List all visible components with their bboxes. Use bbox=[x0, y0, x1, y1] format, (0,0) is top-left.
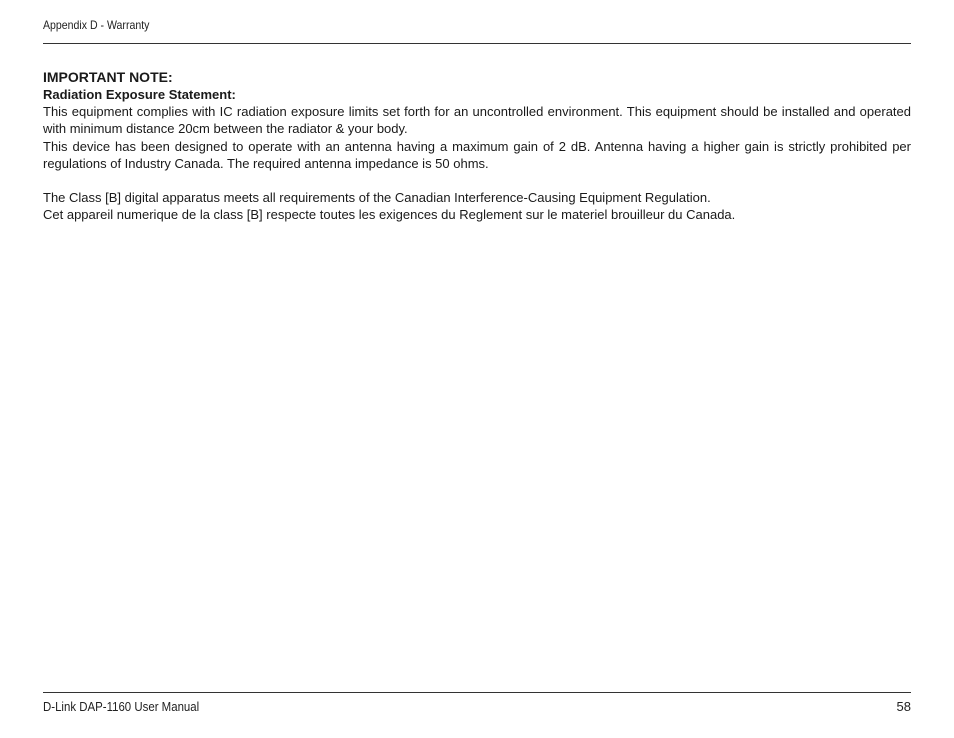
footer-divider bbox=[43, 692, 911, 693]
paragraph-class-b-french: Cet appareil numerique de la class [B] respecte toutes les exigences du Reglement sur le materiel brouilleur du Canada. bbox=[43, 207, 736, 223]
paragraph-ic-compliance: This equipment complies with IC radiation exposure limits set forth for an uncontrolled environment. This equipment should be installed and operated with minimum distance 20cm between the radiator & your body. bbox=[43, 104, 911, 137]
paragraph-antenna-gain: This device has been designed to operate with an antenna having a maximum gain of 2 dB. Antenna having a higher gain is strictly prohibited per regulations of Industry Canada. The required antenna impedance is 50 ohms. bbox=[43, 138, 911, 171]
paragraph-class-b-english: The Class [B] digital apparatus meets all requirements of the Canadian Interference-Causing Equipment Regulation. bbox=[43, 190, 711, 206]
footer-manual-title: D-Link DAP-1160 User Manual bbox=[43, 699, 200, 714]
page-number: 58 bbox=[896, 699, 911, 714]
radiation-statement-heading: Radiation Exposure Statement: bbox=[43, 87, 236, 102]
main-content bbox=[43, 68, 911, 224]
page-header-section: Appendix D - Warranty bbox=[43, 18, 150, 32]
important-note-heading: IMPORTANT NOTE: bbox=[43, 69, 173, 85]
paragraph-spacer bbox=[43, 172, 911, 189]
header-divider bbox=[43, 43, 911, 44]
